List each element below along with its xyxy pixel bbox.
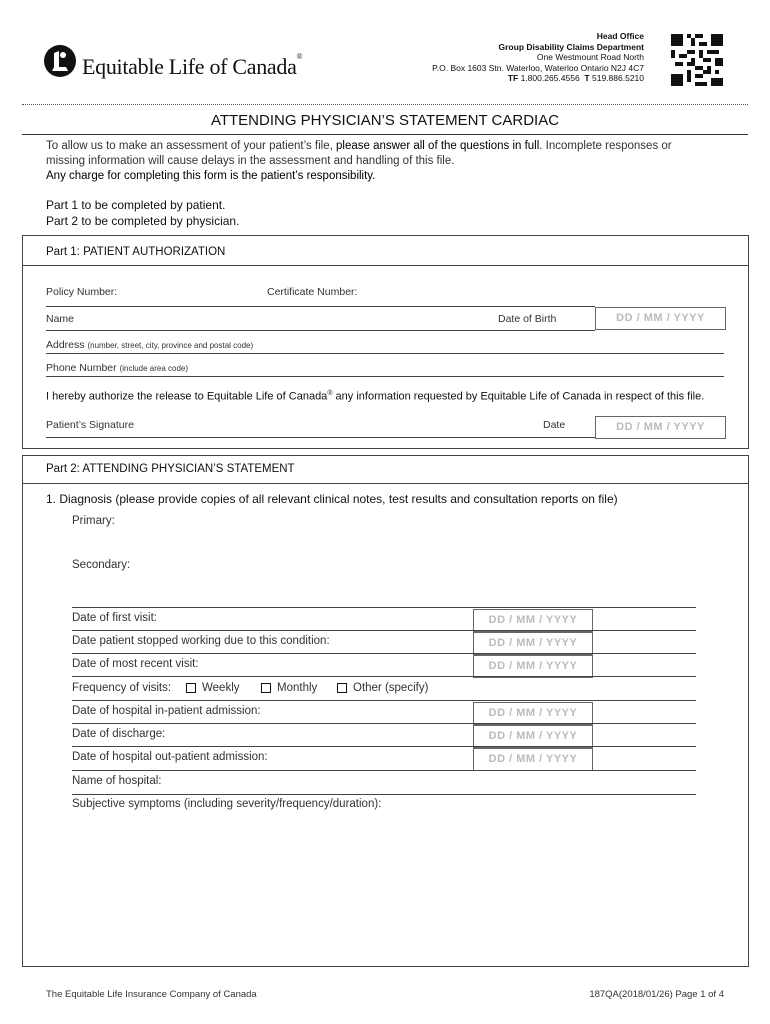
discharge-label: Date of discharge: xyxy=(72,728,166,740)
row-line xyxy=(72,653,696,654)
row-line xyxy=(72,676,696,677)
policy-underline xyxy=(46,306,595,307)
row-line xyxy=(72,630,696,631)
office-department: Group Disability Claims Department xyxy=(498,41,644,52)
recent-visit-label: Date of most recent visit: xyxy=(72,658,199,670)
date-of-birth-input[interactable]: DD / MM / YYYY xyxy=(595,307,726,330)
part1-heading: Part 1: PATIENT AUTHORIZATION xyxy=(46,246,226,258)
qr-code-icon xyxy=(671,34,723,86)
footer-form-code: 187QA(2018/01/26) Page 1 of 4 xyxy=(589,989,724,1000)
freq-weekly-checkbox[interactable]: Weekly xyxy=(186,682,240,694)
primary-diagnosis-field[interactable]: Primary: xyxy=(72,515,115,527)
recent-visit-date-input[interactable]: DD / MM / YYYY xyxy=(473,655,593,678)
office-phones: TF 1.800.265.4556 T 519.886.5210 xyxy=(507,73,644,83)
header-divider xyxy=(22,104,748,105)
signature-date-input[interactable]: DD / MM / YYYY xyxy=(595,416,726,439)
hospital-name-field[interactable]: Name of hospital: xyxy=(72,775,162,787)
phone-field[interactable]: Phone Number (include area code) xyxy=(46,362,189,374)
row-line xyxy=(72,746,696,747)
phone-underline xyxy=(46,376,724,377)
signature-underline xyxy=(46,437,595,438)
freq-other-checkbox[interactable]: Other (specify) xyxy=(337,682,428,694)
authorization-statement: I hereby authorize the release to Equitable Life of Canada® any information requested by Equitable Life of Canada in respect of this file. xyxy=(46,390,705,403)
part1-heading-divider xyxy=(22,265,749,266)
certificate-number-field[interactable]: Certificate Number: xyxy=(267,286,358,298)
part2-heading-divider xyxy=(22,483,749,484)
row-line xyxy=(72,794,696,795)
policy-number-field[interactable]: Policy Number: xyxy=(46,286,118,298)
title-divider xyxy=(22,134,748,135)
first-visit-date-input[interactable]: DD / MM / YYYY xyxy=(473,609,593,632)
head-office-block xyxy=(432,31,644,84)
outpatient-date-input[interactable]: DD / MM / YYYY xyxy=(473,748,593,771)
signature-date-label: Date xyxy=(543,419,566,431)
parts-instructions: Part 1 to be completed by patient. Part 2 to be completed by physician. xyxy=(46,198,240,228)
row-line xyxy=(72,723,696,724)
stopped-working-date-input[interactable]: DD / MM / YYYY xyxy=(473,632,593,655)
address-field[interactable]: Address (number, street, city, province and postal code) xyxy=(46,339,254,351)
form-title: ATTENDING PHYSICIAN’S STATEMENT CARDIAC xyxy=(210,112,560,129)
frequency-label: Frequency of visits: xyxy=(72,682,172,694)
diagnosis-question: 1. Diagnosis (please provide copies of all relevant clinical notes, test results and consultation reports on file) xyxy=(46,492,618,506)
date-of-birth-label: Date of Birth xyxy=(498,313,557,325)
inpatient-label: Date of hospital in-patient admission: xyxy=(72,705,261,717)
name-underline xyxy=(46,330,595,331)
first-visit-label: Date of first visit: xyxy=(72,612,157,624)
patient-signature-field[interactable]: Patient’s Signature xyxy=(46,419,134,431)
outpatient-label: Date of hospital out-patient admission: xyxy=(72,751,268,763)
stopped-working-label: Date patient stopped working due to this condition: xyxy=(72,635,330,647)
footer-company: The Equitable Life Insurance Company of Canada xyxy=(46,989,257,1000)
name-field[interactable]: Name xyxy=(46,313,75,325)
office-title: Head Office xyxy=(596,31,644,41)
company-logo-text: Equitable Life of Canada® xyxy=(82,52,303,79)
secondary-diagnosis-field[interactable]: Secondary: xyxy=(72,559,131,571)
company-logo-icon xyxy=(44,45,76,77)
address-underline xyxy=(46,353,724,354)
inpatient-date-input[interactable]: DD / MM / YYYY xyxy=(473,702,593,725)
row-line xyxy=(72,700,696,701)
part2-heading: Part 2: ATTENDING PHYSICIAN’S STATEMENT xyxy=(46,463,295,475)
discharge-date-input[interactable]: DD / MM / YYYY xyxy=(473,725,593,748)
row-line xyxy=(72,770,696,771)
intro-text: To allow us to make an assessment of your patient’s file, please answer all of the questions in full. Incomplete responses or missing information will cause delays in the assessment and handling of this file. Any charge for completing this form is the patient’s responsibility. xyxy=(46,140,672,182)
freq-monthly-checkbox[interactable]: Monthly xyxy=(261,682,317,694)
symptoms-field[interactable]: Subjective symptoms (including severity/frequency/duration): xyxy=(72,798,382,810)
office-address1: One Westmount Road North xyxy=(536,52,644,62)
row-line xyxy=(72,607,696,608)
office-address2: P.O. Box 1603 Stn. Waterloo, Waterloo Ontario N2J 4C7 xyxy=(432,62,644,73)
